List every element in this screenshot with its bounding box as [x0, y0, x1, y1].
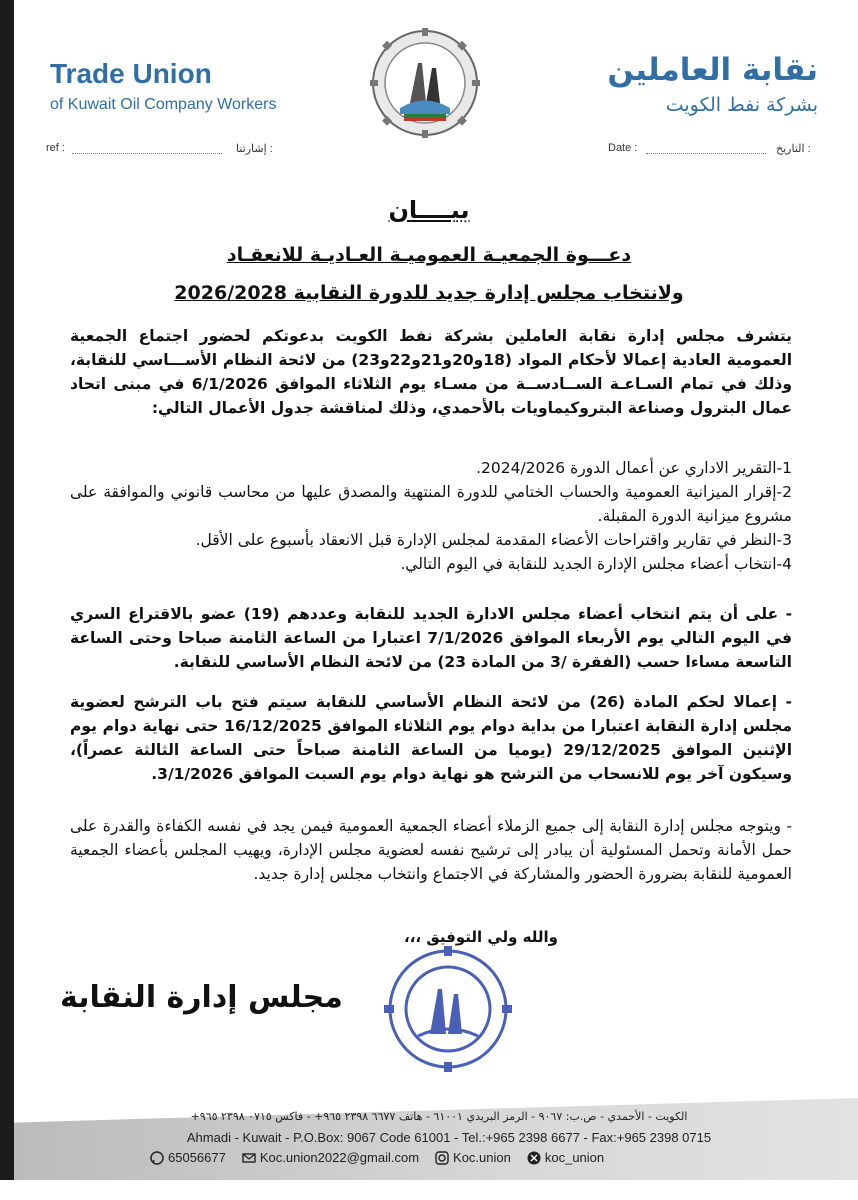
closing-line: والله ولي التوفيق ،،،	[404, 928, 558, 946]
x-handle: koc_union	[544, 1150, 605, 1165]
email-contact[interactable]	[242, 1150, 419, 1165]
ref-dotted-line	[72, 153, 222, 154]
instagram-icon	[435, 1151, 449, 1165]
header-ar-title: نقابة العاملين	[607, 52, 818, 88]
date-dotted-line	[646, 153, 766, 154]
election-paragraph: - على أن يتم انتخاب أعضاء مجلس الادارة الجديد للنقابة وعددهم (19) عضو بالاقتراع السري في اليوم التالي يوم الأربعاء الموافق 7/1/2026 اعتبارا من الساعة الثامنة صباحا وحتى الساعة التاسعة مساءا حسب (الفقرة /3 من المادة 23) من لائحة النظام الأساسي للنقابة.	[70, 605, 792, 671]
header-en-subtitle: of Kuwait Oil Company Workers	[50, 96, 277, 113]
footer-address-ar: الكويت - الأحمدي - ص.ب: ٩٠٦٧ - الرمز البريدي ٦١٠٠١ - هاتف ٦٦٧٧ ٢٣٩٨ ٩٦٥+ - فاكس ٠٧١٥ ٢٣٩٨ ٩٦٥+	[190, 1110, 688, 1123]
agenda-item: 1-التقرير الاداري عن أعمال الدورة 2024/2026.	[476, 459, 792, 477]
email-address: Koc.union2022@gmail.com	[259, 1150, 420, 1165]
whatsapp-icon	[150, 1151, 164, 1165]
date-label-ar: : التاريخ	[776, 143, 811, 155]
union-stamp-icon	[378, 944, 518, 1074]
email-icon	[242, 1151, 256, 1165]
ref-label: ref :	[46, 142, 65, 154]
agenda-item: 4-انتخاب أعضاء مجلس الإدارة الجديد للنقابة في اليوم التالي.	[400, 555, 792, 573]
header-en-title: Trade Union	[50, 58, 212, 89]
whatsapp-number: 65056677	[168, 1150, 226, 1165]
whatsapp-contact[interactable]	[150, 1150, 226, 1165]
footer-address-en: Ahmadi - Kuwait - P.O.Box: 9067 Code 61001 - Tel.:+965 2398 6677 - Fax:+965 2398 0715	[186, 1130, 712, 1145]
ref-label-ar: : إشارتنا	[236, 143, 273, 155]
candidacy-paragraph: - إعمالا لحكم المادة (26) من لائحة النظام الأساسي للنقابة سيتم فتح باب الترشح لعضوية مجلس إدارة النقابة اعتبارا من بداية دوام يوم الثلاثاء الموافق 16/12/2025 حتى نهاية دوام يوم الإثنين الموافق 29/12/2025 (يوميا من الساعة الثامنة صباحاً حتى الساعة الثالثة عصراً)، وسيكون آخر يوم للانسحاب من الترشح هو نهاية دوام يوم السبت الموافق 3/1/2026.	[70, 693, 793, 783]
agenda-list	[70, 456, 792, 576]
x-icon	[527, 1151, 541, 1165]
date-label: Date :	[608, 142, 638, 154]
invitation-line-1: دعـــوة الجمعيـة العموميـة العـاديـة للانعقـاد	[226, 244, 632, 266]
footer-social-row	[150, 1150, 604, 1165]
header-ar-subtitle: بشركة نفط الكويت	[665, 94, 818, 116]
invitation-line-2: ولانتخاب مجلس إدارة جديد للدورة النقابية 2026/2028	[174, 282, 684, 304]
instagram-contact[interactable]	[435, 1150, 511, 1165]
appeal-paragraph: - ويتوجه مجلس إدارة النقابة إلى جميع الزملاء أعضاء الجمعية العمومية فيمن يجد في نفسه الكفاءة والقدرة على حمل الأمانة وتحمل المسئولية أن يبادر إلى ترشيح نفسه لعضوية مجلس الإدارة، ويهيب المجلس بأعضاء الجمعية العمومية للنقابة بضرورة الحضور والمشاركة في الاجتماع وانتخاب مجلس إدارة جديد.	[70, 817, 792, 883]
union-logo-icon	[370, 28, 480, 138]
agenda-item: 2-إقرار الميزانية العمومية والحساب الختامي للدورة المنتهية والمصدق عليها من محاسب قانوني والموافقة على مشروع ميزانية الدورة المقبلة.	[70, 483, 792, 525]
agenda-item: 3-النظر في تقارير واقتراحات الأعضاء المقدمة لمجلس الإدارة قبل الانعقاد بأسبوع على الأقل.	[195, 531, 792, 549]
x-contact[interactable]	[527, 1150, 604, 1165]
intro-paragraph: يتشرف مجلس إدارة نقابة العاملين بشركة نفط الكويت بدعوتكم لحضور اجتماع الجمعية العمومية العادية إعمالا لأحكام المواد (18و20و21و22و23) من لائحة النظام الأســـاسي للنقابة، وذلك في تمام السـاعـة الســادســة من مسـاء يوم الثلاثاء الموافق 6/1/2026 في مبنى اتحاد عمال البترول وصناعة البتروكيماويات بالأحمدي، وذلك لمناقشة جدول الأعمال التالي:	[70, 327, 793, 417]
statement-title: بيــــان	[388, 196, 470, 224]
instagram-handle: Koc.union	[453, 1150, 511, 1165]
scan-edge	[0, 0, 14, 1200]
signature-text: مجلس إدارة النقابة	[60, 980, 343, 1015]
scan-bottom-margin	[0, 1180, 858, 1200]
